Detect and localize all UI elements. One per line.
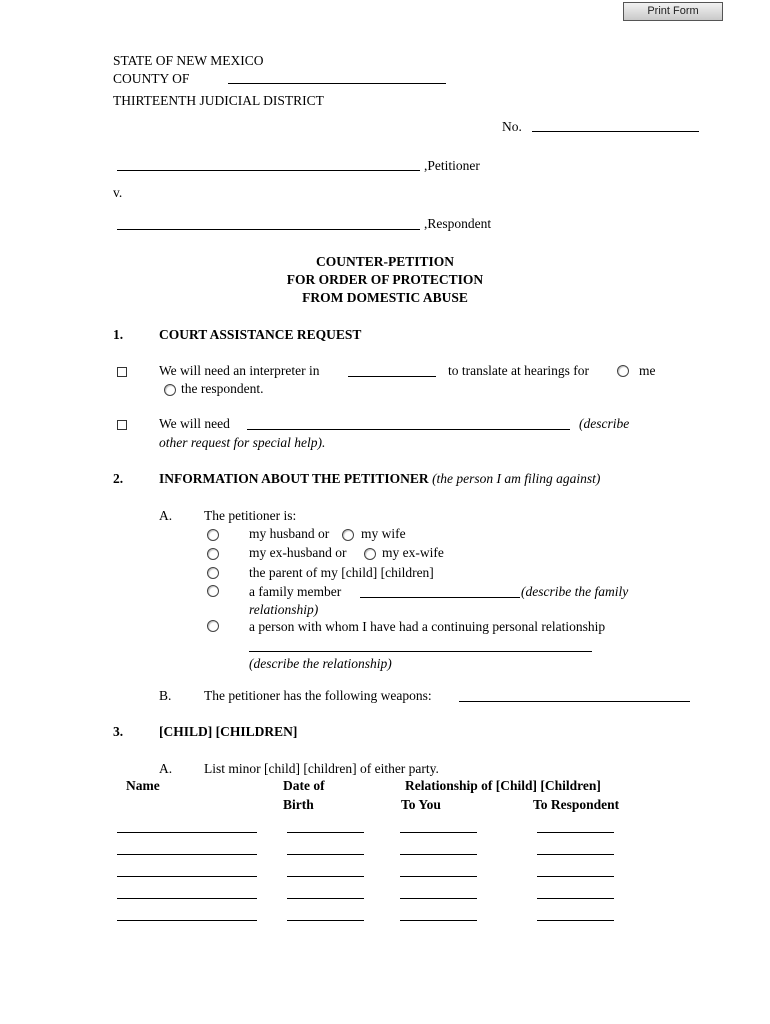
interpreter-language-field[interactable] (348, 376, 436, 377)
special-help-checkbox[interactable] (117, 420, 127, 430)
respondent-label: ,Respondent (424, 216, 492, 231)
column-dob-1: Date of (283, 778, 325, 793)
parent-label: the parent of my [child] [children] (249, 565, 434, 580)
weapons-text: The petitioner has the following weapons: (204, 688, 432, 703)
husband-label: my husband or (249, 526, 330, 541)
continuing-relationship-label: a person with whom I have had a continuing personal relationship (249, 619, 606, 634)
district-label: THIRTEENTH JUDICIAL DISTRICT (113, 93, 324, 108)
child-name-field[interactable] (117, 854, 257, 855)
describe-text-2: other request for special help). (159, 435, 326, 450)
family-member-label: a family member (249, 584, 342, 599)
section-3a-text: List minor [child] [children] of either party. (204, 761, 439, 776)
child-name-field[interactable] (117, 920, 257, 921)
child-rel-respondent-field[interactable] (537, 898, 614, 899)
describe-text: (describe (579, 416, 630, 431)
husband-radio[interactable] (207, 529, 219, 541)
child-name-field[interactable] (117, 898, 257, 899)
child-rel-you-field[interactable] (400, 832, 477, 833)
title-line-2: FOR ORDER OF PROTECTION (286, 272, 484, 287)
me-label: me (639, 363, 656, 378)
ex-husband-radio[interactable] (207, 548, 219, 560)
county-field[interactable] (228, 83, 446, 84)
wife-label: my wife (361, 526, 406, 541)
family-note: (describe the family (521, 584, 629, 599)
section-2-number: 2. (113, 471, 124, 486)
ex-husband-label: my ex-husband or (249, 545, 347, 560)
ex-wife-label: my ex-wife (382, 545, 444, 560)
section-1-number: 1. (113, 327, 124, 342)
child-rel-respondent-field[interactable] (537, 854, 614, 855)
ex-wife-radio[interactable] (364, 548, 376, 560)
section-2-heading-line (159, 471, 600, 487)
column-dob-2: Birth (283, 797, 314, 812)
child-rel-you-field[interactable] (400, 854, 477, 855)
parent-radio[interactable] (207, 567, 219, 579)
title-line-3: FROM DOMESTIC ABUSE (302, 290, 468, 305)
child-name-field[interactable] (117, 876, 257, 877)
child-dob-field[interactable] (287, 832, 364, 833)
family-note-2: relationship) (249, 602, 319, 617)
hearings-for-me-radio[interactable] (617, 365, 629, 377)
column-name: Name (126, 778, 160, 793)
child-rel-you-field[interactable] (400, 898, 477, 899)
child-rel-you-field[interactable] (400, 876, 477, 877)
family-relationship-field[interactable] (360, 597, 520, 598)
case-number-label: No. (502, 119, 522, 134)
respondent-name-field[interactable] (117, 229, 420, 230)
family-member-radio[interactable] (207, 585, 219, 597)
section-2a-text: The petitioner is: (204, 508, 297, 523)
print-form-button[interactable]: Print Form (623, 2, 723, 21)
hearings-for-respondent-radio[interactable] (164, 384, 176, 396)
continuing-relationship-radio[interactable] (207, 620, 219, 632)
interpreter-text: We will need an interpreter in (159, 363, 320, 378)
petitioner-label: ,Petitioner (424, 158, 480, 173)
child-rel-respondent-field[interactable] (537, 920, 614, 921)
case-number-field[interactable] (532, 131, 699, 132)
continuing-relationship-field[interactable] (249, 651, 592, 652)
section-3-heading: [CHILD] [CHILDREN] (159, 724, 298, 739)
section-3a-label: A. (159, 761, 173, 776)
section-2a-label: A. (159, 508, 173, 523)
column-relationship: Relationship of [Child] [Children] (405, 778, 601, 793)
title-line-1: COUNTER-PETITION (315, 254, 455, 269)
respondent-option-label: the respondent. (181, 381, 264, 396)
column-to-respondent: To Respondent (533, 797, 620, 812)
section-3-number: 3. (113, 724, 124, 739)
section-2b-label: B. (159, 688, 172, 703)
interpreter-text-2: to translate at hearings for (448, 363, 589, 378)
continuing-relationship-note: (describe the relationship) (249, 656, 392, 671)
child-dob-field[interactable] (287, 876, 364, 877)
child-rel-respondent-field[interactable] (537, 876, 614, 877)
child-rel-respondent-field[interactable] (537, 832, 614, 833)
section-2-note: (the person I am filing against) (432, 471, 601, 486)
child-dob-field[interactable] (287, 898, 364, 899)
child-dob-field[interactable] (287, 920, 364, 921)
child-dob-field[interactable] (287, 854, 364, 855)
state-label: STATE OF NEW MEXICO (113, 53, 264, 68)
section-2-heading: INFORMATION ABOUT THE PETITIONER (159, 471, 429, 486)
column-to-you: To You (401, 797, 441, 812)
county-label: COUNTY OF (113, 71, 190, 86)
special-help-field[interactable] (247, 429, 570, 430)
section-1-heading: COURT ASSISTANCE REQUEST (159, 327, 362, 342)
versus-label: v. (113, 185, 123, 200)
interpreter-checkbox[interactable] (117, 367, 127, 377)
weapons-field[interactable] (459, 701, 690, 702)
child-rel-you-field[interactable] (400, 920, 477, 921)
petitioner-name-field[interactable] (117, 170, 420, 171)
wife-radio[interactable] (342, 529, 354, 541)
child-name-field[interactable] (117, 832, 257, 833)
need-text: We will need (159, 416, 230, 431)
